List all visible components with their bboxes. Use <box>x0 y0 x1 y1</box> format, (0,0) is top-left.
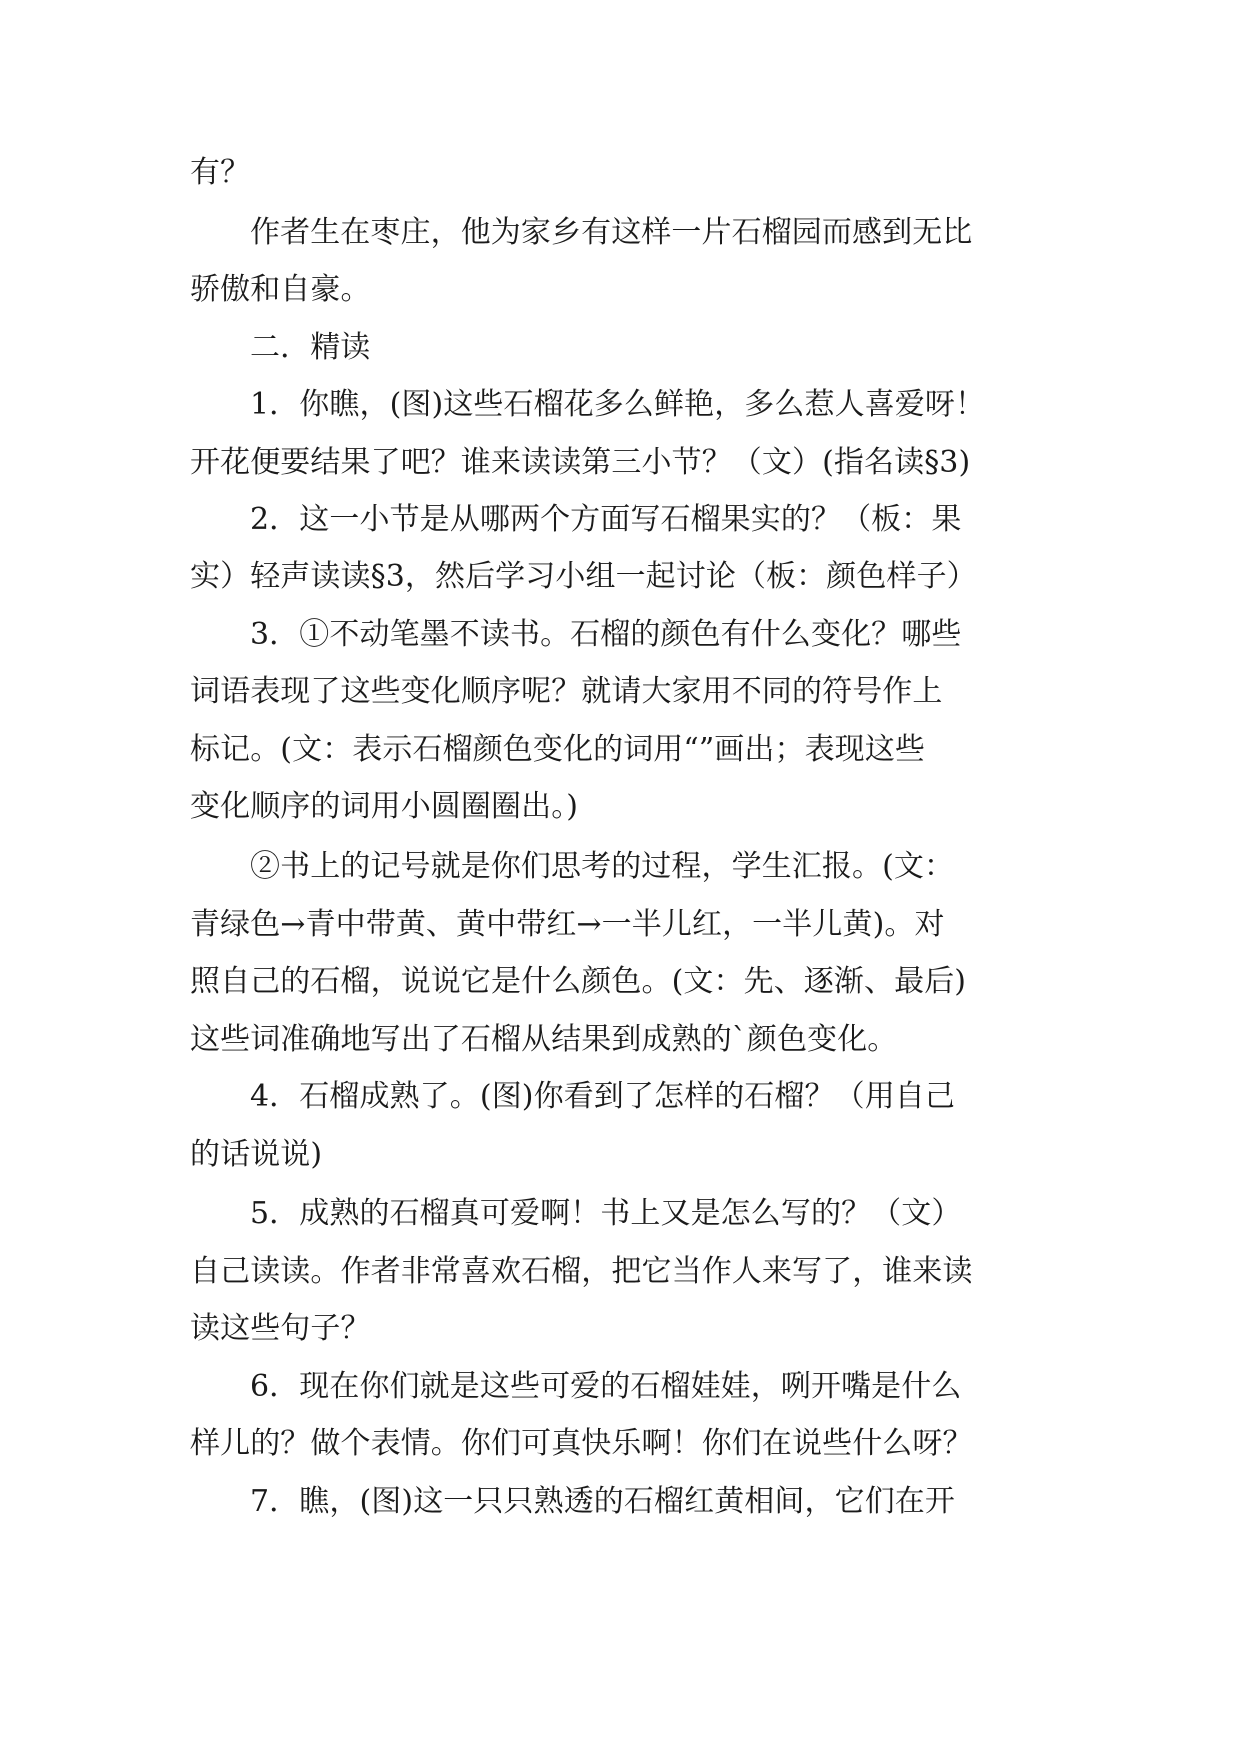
text-line: 实）轻声读读§3，然后学习小组一起讨论（板：颜色样子） <box>190 559 977 594</box>
text-line: 样儿的？做个表情。你们可真快乐啊！你们在说些什么呀？ <box>190 1426 973 1461</box>
paragraph-line: 3．①不动笔墨不读书。石榴的颜色有什么变化？哪些 <box>250 617 962 652</box>
paragraph-line: 作者生在枣庄，他为家乡有这样一片石榴园而感到无比 <box>250 215 973 250</box>
paragraph-line: 1．你瞧，(图)这些石榴花多么鲜艳，多么惹人喜爱呀！ <box>250 387 986 422</box>
paragraph-line: 5．成熟的石榴真可爱啊！书上又是怎么写的？（文） <box>250 1196 962 1231</box>
text-line: 词语表现了这些变化顺序呢？就请大家用不同的符号作上 <box>190 674 943 709</box>
paragraph-line: 2．这一小节是从哪两个方面写石榴果实的？（板：果 <box>250 502 962 537</box>
text-line: 读这些句子？ <box>190 1311 371 1346</box>
text-line: 自己读读。作者非常喜欢石榴，把它当作人来写了，谁来读 <box>190 1254 973 1289</box>
section-heading: 二．精读 <box>250 330 371 365</box>
paragraph-line: 4．石榴成熟了。(图)你看到了怎样的石榴？（用自己 <box>250 1079 955 1114</box>
paragraph-line: 6．现在你们就是这些可爱的石榴娃娃，咧开嘴是什么 <box>250 1369 962 1404</box>
text-line: 标记。(文：表示石榴颜色变化的词用“”画出；表现这些 <box>190 732 925 767</box>
text-line: 有？ <box>190 155 251 190</box>
text-line: 骄傲和自豪。 <box>190 272 371 307</box>
paragraph-line: 7．瞧，(图)这一只只熟透的石榴红黄相间，它们在开 <box>250 1484 955 1519</box>
text-line: 开花便要结果了吧？谁来读读第三小节？（文）(指名读§3) <box>190 445 971 480</box>
text-line: 照自己的石榴，说说它是什么颜色。(文：先、逐渐、最后) <box>190 964 967 999</box>
text-line: 的话说说) <box>190 1137 323 1172</box>
paragraph-line: ②书上的记号就是你们思考的过程，学生汇报。(文： <box>250 849 955 884</box>
text-line: 青绿色→青中带黄、黄中带红→一半儿红，一半儿黄)。对 <box>190 907 945 942</box>
text-line: 这些词准确地写出了石榴从结果到成熟的`颜色变化。 <box>190 1022 898 1057</box>
text-line: 变化顺序的词用小圆圈圈出。) <box>190 789 579 824</box>
